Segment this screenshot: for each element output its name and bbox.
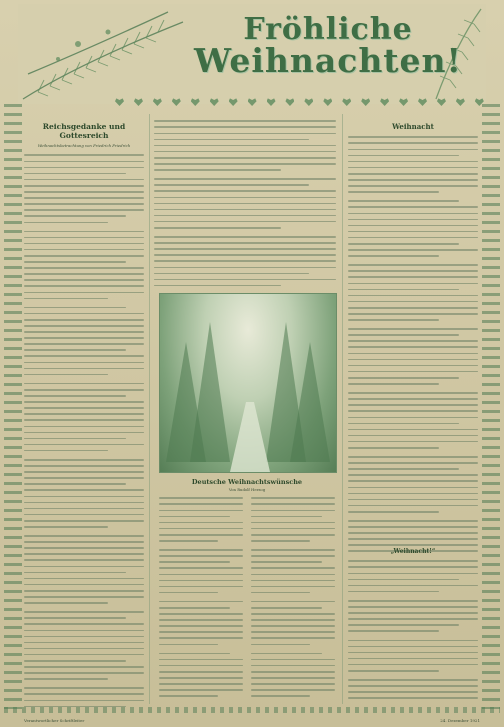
poem-column (159, 495, 243, 702)
poem-author: Von Rudolf Herzog (228, 487, 266, 492)
ornament-border-right (482, 104, 500, 709)
tree-shape (190, 322, 230, 462)
fir-branch-left-icon (18, 4, 188, 104)
heart-icon (456, 98, 465, 106)
heart-icon (285, 98, 294, 106)
heart-icon (153, 98, 162, 106)
article-body (154, 118, 336, 292)
heart-icon (323, 98, 332, 106)
forest-illustration (159, 293, 337, 473)
snowy-path (230, 402, 270, 472)
heart-ornament-row (115, 98, 484, 108)
heart-icon (399, 98, 408, 106)
heart-icon (172, 98, 181, 106)
heart-icon (134, 98, 143, 106)
wish-title: „Weihnacht!“ (390, 548, 436, 555)
heart-icon (361, 98, 370, 106)
column-rule (149, 114, 150, 704)
heart-icon (342, 98, 351, 106)
heart-icon (248, 98, 257, 106)
heart-icon (210, 98, 219, 106)
title-line-1: Fröhliche (243, 12, 413, 47)
ornament-border-left (4, 104, 22, 709)
text-line (348, 695, 478, 701)
article-left (24, 118, 144, 709)
footer-left: Verantwortlicher Schriftleiter (24, 717, 85, 723)
title-line-2: Weihnachten! (193, 41, 463, 80)
article-body (348, 134, 478, 554)
heart-icon (437, 98, 446, 106)
heart-icon (229, 98, 238, 106)
heart-icon (191, 98, 200, 106)
column-rule (342, 114, 343, 704)
article-right (348, 118, 478, 554)
heart-icon (380, 98, 389, 106)
heart-icon (304, 98, 313, 106)
page-footer (24, 715, 480, 725)
page-header (18, 4, 486, 104)
article-headline: Reichsgedanke und Gottesreich (42, 122, 126, 140)
article-body (24, 152, 144, 709)
heart-icon (267, 98, 276, 106)
article-subline: Weihnachtsbetrachtung von Friedrich Friedrich (37, 143, 131, 148)
article-headline: Weihnacht (392, 122, 434, 131)
wish-body (348, 558, 478, 701)
heart-icon (115, 98, 124, 106)
article-middle (154, 118, 336, 292)
poem-title: Deutsche Weihnachtswünsche (191, 478, 303, 486)
text-line (24, 703, 144, 709)
page-title (193, 12, 463, 80)
footer-date: 24. Dezember 1921 (440, 717, 480, 723)
poem-column (251, 495, 335, 702)
heart-icon (418, 98, 427, 106)
